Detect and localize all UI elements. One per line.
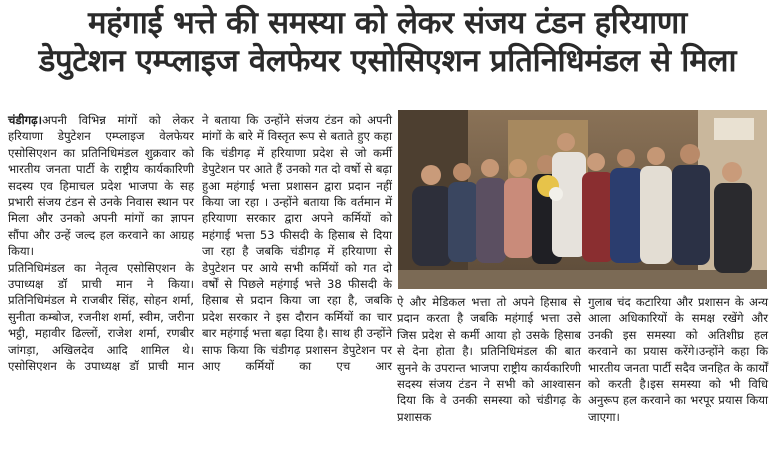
photo-illustration [398, 110, 767, 289]
article-paragraph [8, 112, 194, 260]
article-paragraph: एसोसिएशन के उपाध्यक्ष डॉ प्राची मान [8, 359, 194, 374]
article-column-1 [8, 112, 194, 375]
article-paragraph: प्रतिनिधिमंडल का नेतृत्व एसोसिएशन के उपाध्यक्ष डॉ प्राची मान ने किया। प्रतिनिधिमंडल मे राजबीर सिंह, सोहन शर्मा, सुनीता कम्बोज, रजनीश शर्मा, स्वीम, जरीना भट्ठी, महावीर ढिल्लों, राजेश शर्मा, रणबीर जांगड़ा, अखिलदेव आदि शामिल थे। [8, 260, 194, 357]
article-paragraph: ऐ और मेडिकल भत्ता तो अपने हिसाब से प्रदान करता है जबकि महंगाई भत्ता उसे जिस प्रदेश से कर्मी आया हो उसके हिसाब से देना होता है। प्रतिनिधिमंडल की बात सुनने के उपरान्त भाजपा राष्ट्रीय कार्यकारिणी सदस्य संजय टंडन ने सभी को आश्वासन दिया कि वे उनकी समस्या को चंडीगढ़ के प्रशासक [397, 295, 581, 424]
dateline: चंडीगढ़। [8, 113, 43, 127]
headline-line-2: डेपुटेशन एम्प्लाइज वेलफेयर एसोसिएशन प्रतिनिधिमंडल से मिला [38, 43, 737, 79]
article-paragraph: गुलाब चंद कटारिया और प्रशासन के अन्य आला अधिकारियों के समक्ष रखेंगे और उनकी इस समस्या को अतिशीघ्र हल करवाने का प्रयास करेंगे।उन्होंने कहा कि भारतीय जनता पार्टी सदैव जनहित के कार्यों को करती है।इस समस्या को भी विधि अनुरूप हल करवाने का भरपूर प्रयास किया जाएगा। [588, 295, 768, 424]
article-column-2 [202, 112, 392, 375]
article-paragraph: ने बताया कि उन्होंने संजय टंडन को अपनी मांगों के बारे में विस्तृत रूप से बताते हुए कहा कि चंडीगढ़ में हरियाणा प्रदेश से जो कर्मी डेपुटेशन पर आते हैं उनको गत दो वर्षो से बढ़ा हुआ महंगाई भत्ता प्रशासन द्वारा प्रदान नहीं किया जा रहा । उन्होंने बताया कि वर्तमान में हरियाणा सरकार द्वारा अपने कर्मियों को महंगाई भत्ता 53 फीसदी के हिसाब से दिया जा रहा है जबकि चंडीगढ़ में हरियाणा से डेपुटेशन पर आये सभी कर्मियों को गत दो वर्षों से पिछले महंगाई भत्ते 38 फीसदी के हिसाब से प्रदान किया जा रहा है, जबकि प्रदेश सरकार ने इस दौरान कर्मियों का चार बार महंगाई भत्ता बढ़ा दिया है। साथ ही उन्होंने साफ किया कि चंडीगढ़ प्रशासन डेपुटेशन पर आए कर्मियों का एच आर [202, 113, 392, 374]
article-column-4 [588, 294, 768, 425]
headline-line-1: महंगाई भत्ते की समस्या को लेकर संजय टंडन हरियाणा [87, 5, 688, 41]
paragraph-text: अपनी विभिन्न मांगों को लेकर हरियाणा डेपुटेशन एम्प्लाइज वेलफेयर एसोसिएशन का प्रतिनिधिमंडल शुक्रवार को भारतीय जनता पार्टी के राष्ट्रीय कार्यकारिणी सदस्य एव हिमाचल प्रदेश भाजपा के सह प्रभारी संजय टंडन से उनके निवास स्थान पर मिला और उनको अपनी मांगों का ज्ञापन सौंपा और उन्हें जल्द हल करवाने का आग्रह किया। [8, 113, 194, 259]
article-column-3 [397, 294, 581, 425]
delegation-photo [398, 110, 767, 289]
headline [0, 4, 775, 80]
